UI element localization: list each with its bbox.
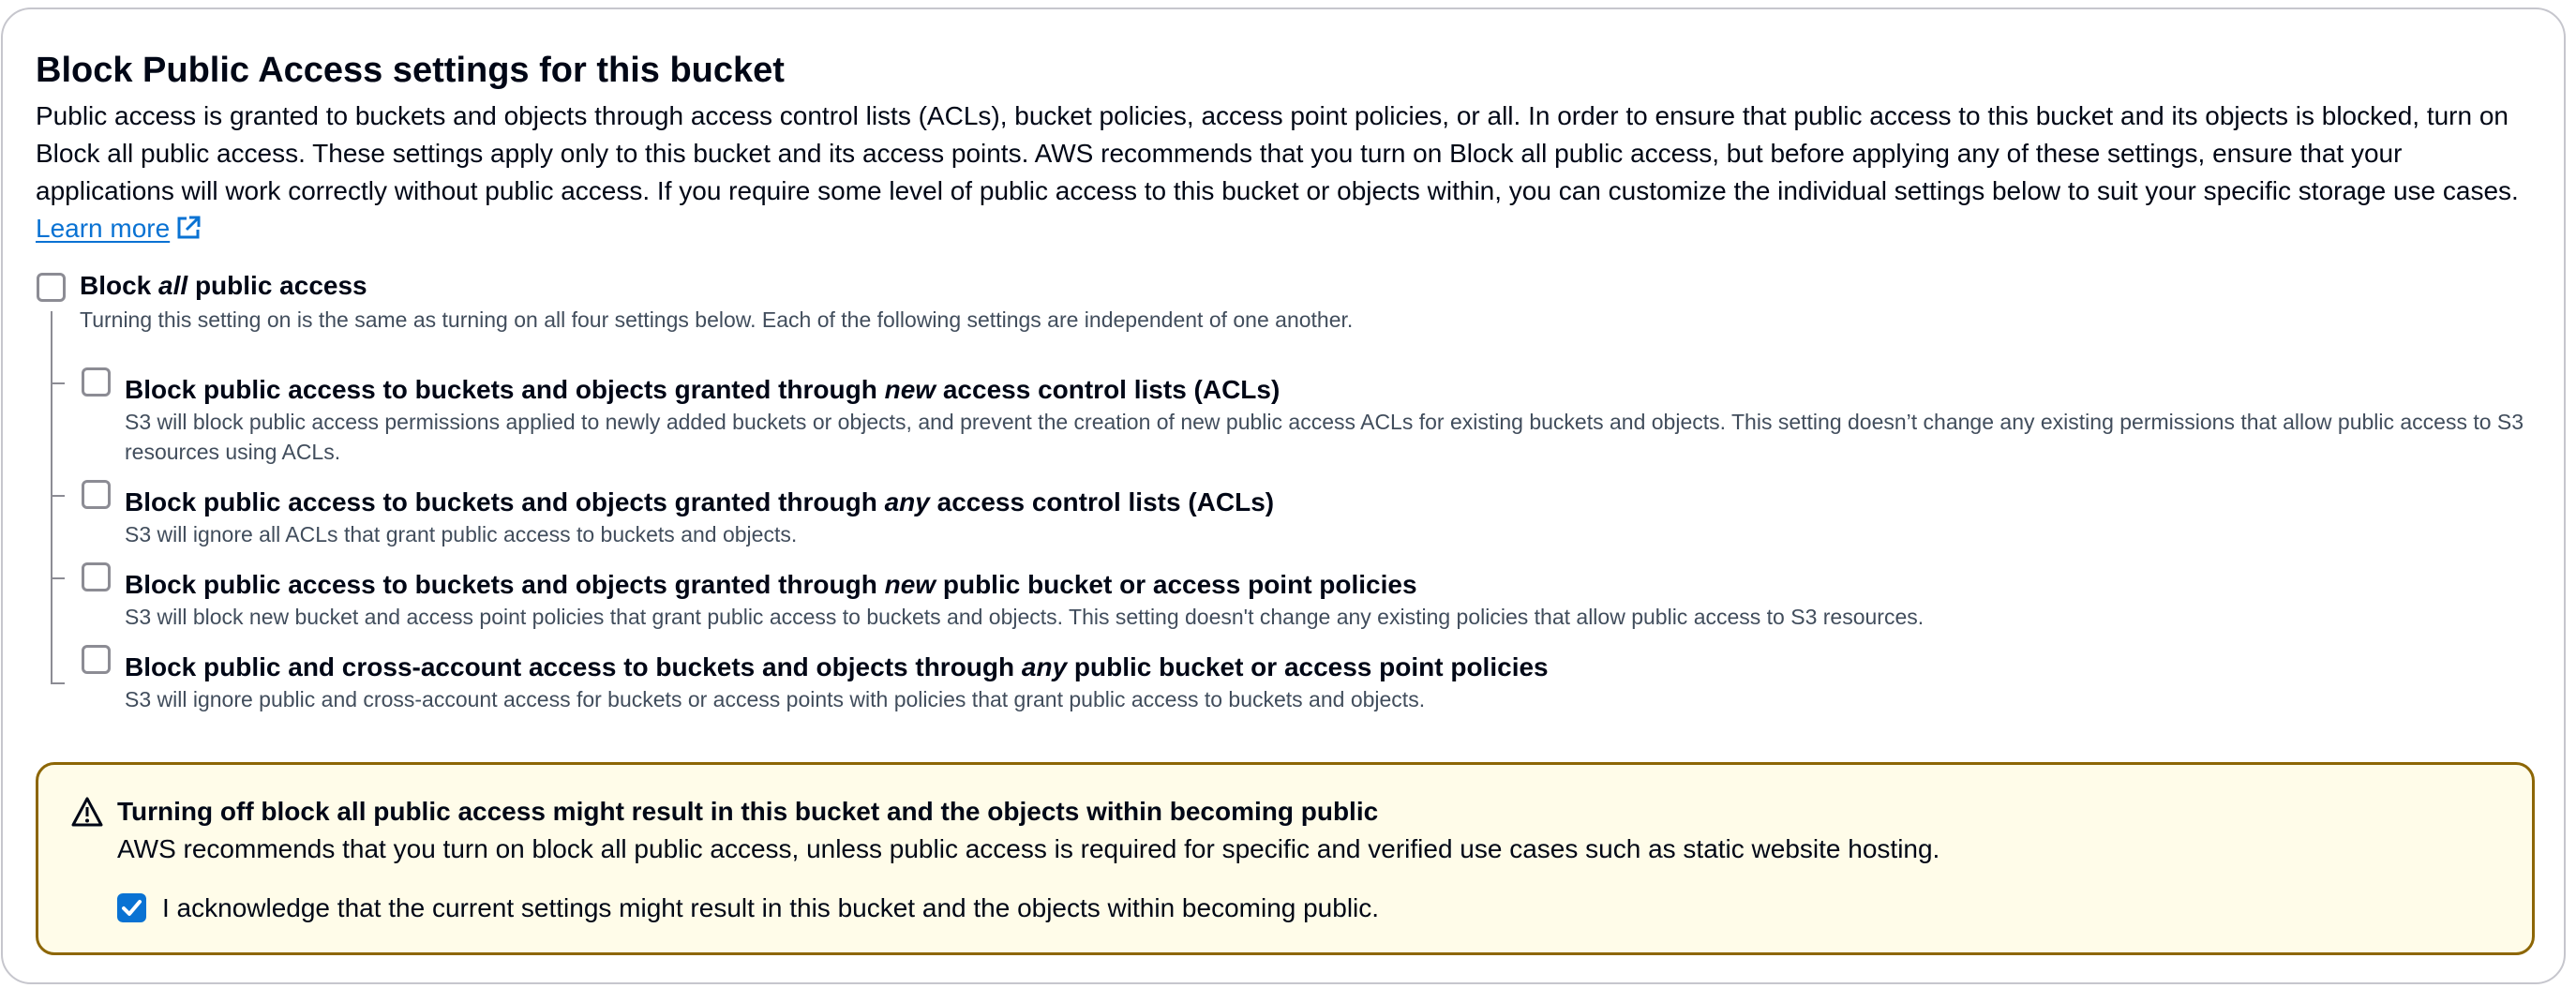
block-new-acls-checkbox[interactable] [82,367,111,397]
warning-title: Turning off block all public access might result in this bucket and the objects within becoming public [117,797,1379,826]
label-part: Block public access to buckets and objects granted through [125,375,885,404]
tree-connector-branch [51,577,65,579]
block-any-policies-checkbox[interactable] [82,645,111,674]
block-new-policies-description: S3 will block new bucket and access point policies that grant public access to buckets and objects. This setting doesn't change any existing policies that allow public access to S3 resources. [125,605,1925,629]
label-part: public bucket or access point policies [936,570,1417,599]
acknowledge-checkbox[interactable] [117,893,146,922]
label-emphasis: new [884,375,936,404]
block-all-label[interactable] [80,269,367,303]
label-emphasis: new [884,570,936,599]
label-part: access control lists (ACLs) [929,487,1275,516]
section-title: Block Public Access settings for this bucket [36,51,785,90]
tree-connector-branch [51,495,65,497]
learn-more-label: Learn more [36,214,171,243]
block-any-acls-checkbox[interactable] [82,480,111,509]
label-part: public access [187,271,367,300]
block-new-acls-description: S3 will block public access permissions applied to newly added buckets or objects, and prevent the creation of new public access ACLs for existing buckets and objects. This setting doesn’t change any existing permissions that allow public access to S3 resources using ACLs. [125,410,2524,464]
label-part: Block public and cross-account access to buckets and objects through [125,652,1022,681]
label-part: access control lists (ACLs) [936,375,1281,404]
label-part: Block public access to buckets and objects granted through [125,570,885,599]
block-any-policies-description: S3 will ignore public and cross-account access for buckets or access points with policies that grant public access to buckets and objects. [125,687,1426,711]
section-description [36,97,2534,251]
block-any-acls-label[interactable] [125,486,1274,519]
external-link-icon [175,214,202,251]
warning-text: AWS recommends that you turn on block all public access, unless public access is required for specific and verified use cases such as static website hosting. [117,834,1940,863]
block-new-policies-label[interactable] [125,568,1417,602]
label-emphasis: all [158,271,188,300]
warning-icon [70,796,104,832]
label-emphasis: any [884,487,930,516]
intro-text: Public access is granted to buckets and objects through access control lists (ACLs), bucket policies, access point policies, or all. In order to ensure that public access to this bucket and its objects is blocked, turn on Block all public access. These settings apply only to this bucket and its access points. AWS recommends that you turn on Block all public access, but before applying any of these settings, ensure that your applications will work correctly without public access. If you require some level of public access to this bucket or objects within, you can customize the individual settings below to suit your specific storage use cases. [36,101,2519,205]
block-any-policies-label[interactable] [125,651,1549,684]
block-all-checkbox[interactable] [37,273,66,302]
block-public-access-panel [1,7,2566,984]
label-part: Block [80,271,159,300]
block-any-acls-description: S3 will ignore all ACLs that grant public access to buckets and objects. [125,522,798,546]
tree-connector-line [51,311,52,684]
label-emphasis: any [1021,652,1068,681]
tree-connector-branch [51,682,65,684]
label-part: public bucket or access point policies [1067,652,1549,681]
block-new-acls-label[interactable] [125,373,1280,407]
tree-connector-branch [51,382,65,384]
block-all-description: Turning this setting on is the same as turning on all four settings below. Each of the following settings are independent of one another. [80,307,1354,332]
label-part: Block public access to buckets and objects granted through [125,487,885,516]
acknowledge-label[interactable]: I acknowledge that the current settings might result in this bucket and the objects within becoming public. [162,893,1380,922]
public-access-warning [36,762,2535,955]
learn-more-link[interactable] [36,214,202,243]
block-new-policies-checkbox[interactable] [82,562,111,591]
check-icon [117,910,146,926]
